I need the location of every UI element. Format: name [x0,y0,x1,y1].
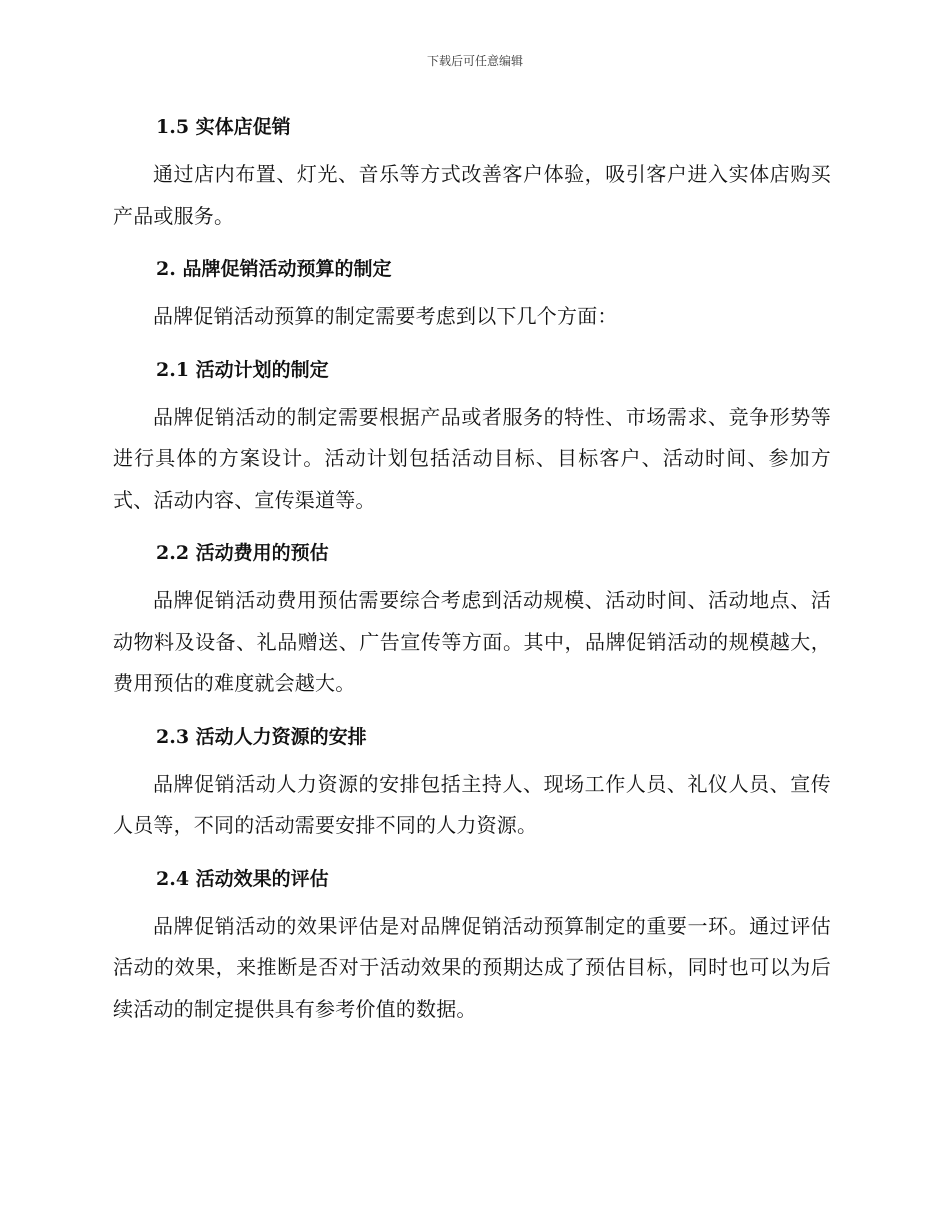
page-header: 下载后可任意编辑 [426,54,523,68]
section-heading-1-5: 1.5 实体店促销 [156,116,291,138]
section-heading-2-2: 2.2 活动费用的预估 [156,542,329,564]
section-heading-2-1: 2.1 活动计划的制定 [156,358,329,381]
section-heading-2-4: 2.4 活动效果的评估 [156,867,329,890]
section-paragraph-2-4: 品牌促销活动的效果评估是对品牌促销活动预算制定的重要一环。通过评估活动的效果，来推断是否对于活动效果的预期达成了预估目标，同时也可以为后续活动的制定提供具有参考价值的数据。 [113,913,831,1021]
section-paragraph-2-1: 品牌促销活动的制定需要根据产品或者服务的特性、市场需求、竞争形势等进行具体的方案设计。活动计划包括活动目标、目标客户、活动时间、参加方式、活动内容、宣传渠道等。 [113,404,831,512]
section-paragraph-1-5: 通过店内布置、灯光、音乐等方式改善客户体验，吸引客户进入实体店购买产品或服务。 [113,162,831,228]
section-paragraph-2-3: 品牌促销活动人力资源的安排包括主持人、现场工作人员、礼仪人员、宣传人员等，不同的活动需要安排不同的人力资源。 [113,771,831,837]
section-paragraph-2: 品牌促销活动预算的制定需要考虑到以下几个方面： [153,304,618,328]
section-heading-2-3: 2.3 活动人力资源的安排 [156,725,367,748]
section-heading-2: 2. 品牌促销活动预算的制定 [156,258,392,280]
section-paragraph-2-2: 品牌促销活动费用预估需要综合考虑到活动规模、活动时间、活动地点、活动物料及设备、礼品赠送、广告宣传等方面。其中，品牌促销活动的规模越大，费用预估的难度就会越大。 [113,588,831,695]
document-body [113,108,831,1030]
